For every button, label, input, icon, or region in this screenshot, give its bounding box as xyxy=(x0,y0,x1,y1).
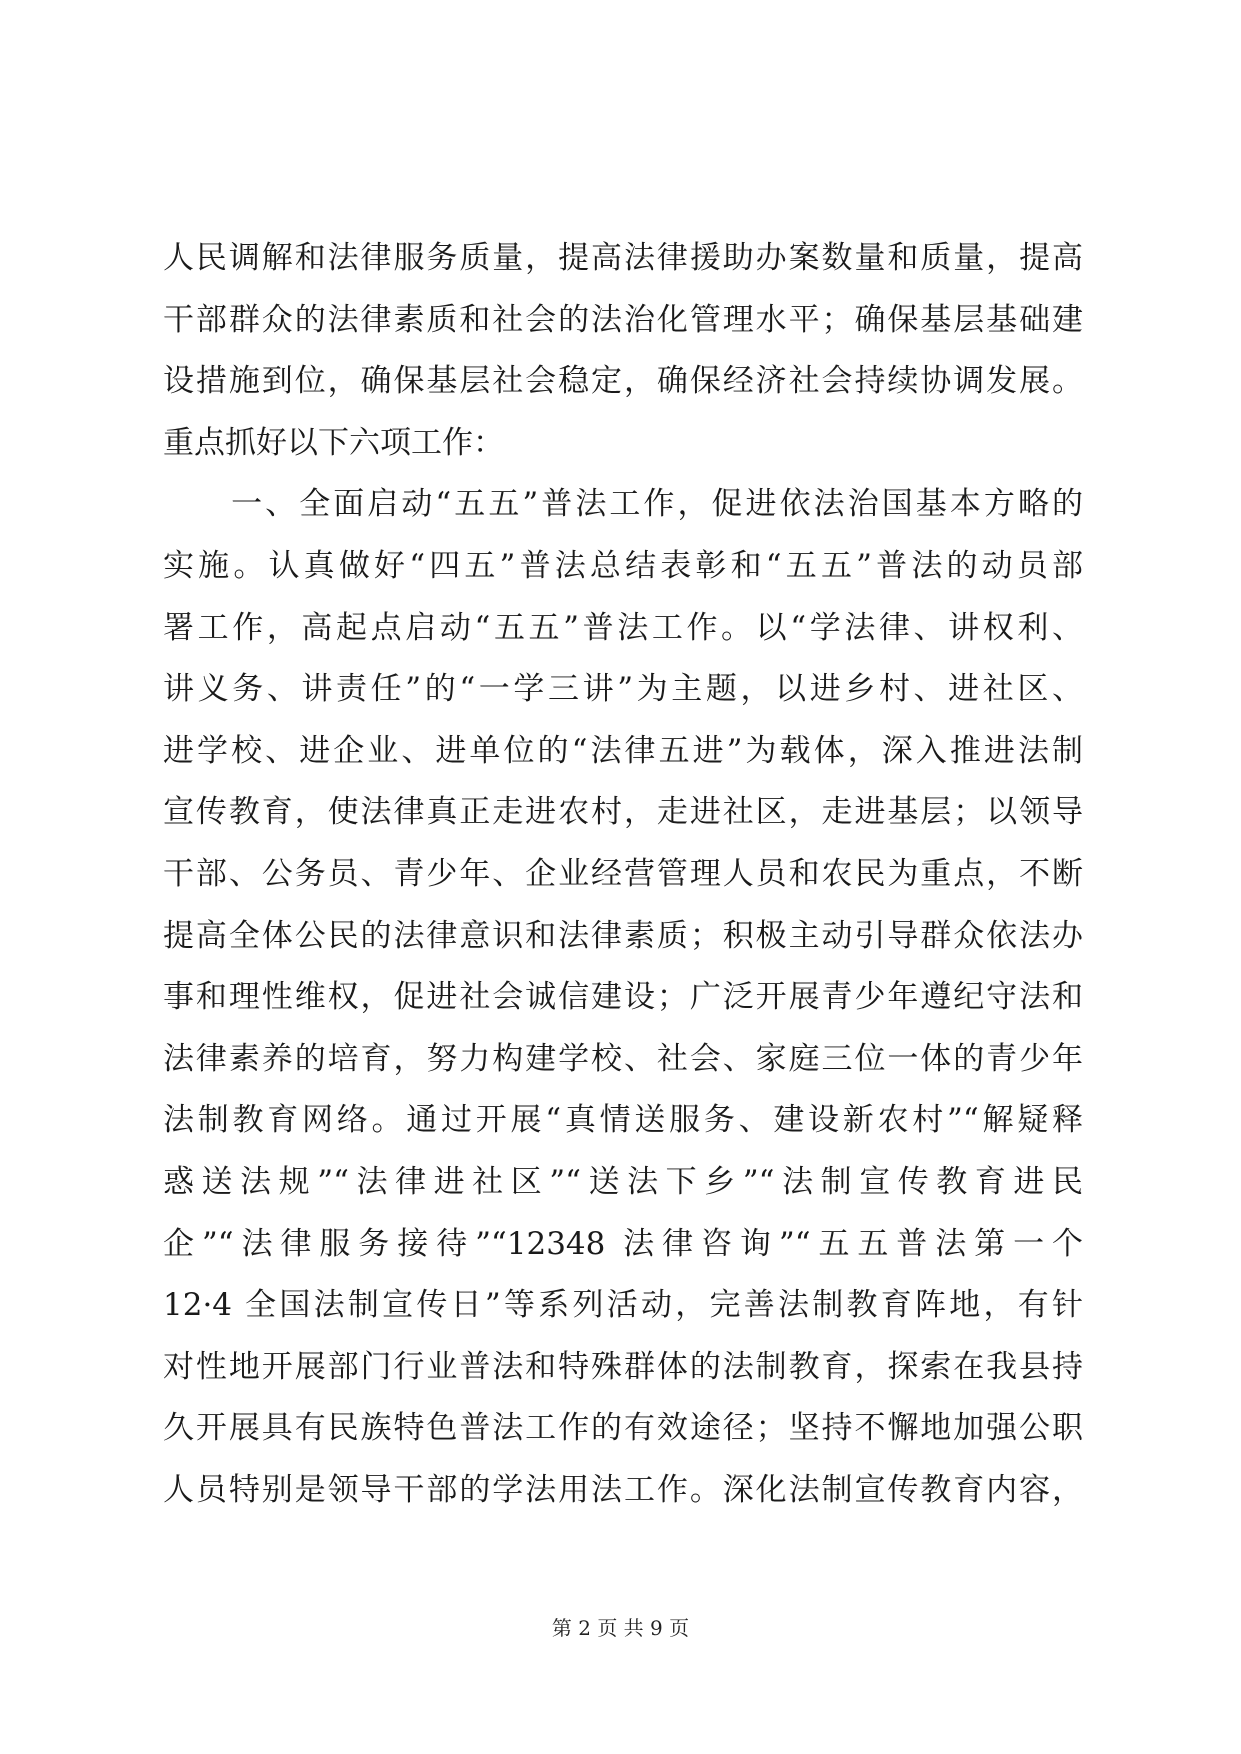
text-line: 干部、公务员、青少年、企业经营管理人员和农民为重点，不断 xyxy=(163,855,1083,892)
text-line: 讲义务、讲责任”的“一学三讲”为主题，以进乡村、进社区、 xyxy=(163,671,1083,708)
text-line: 提高全体公民的法律意识和法律素质；积极主动引导群众依法办 xyxy=(163,917,1083,954)
text-line: 宣传教育，使法律真正走进农村，走进社区，走进基层；以领导 xyxy=(163,794,1083,831)
text-line: 惑送法规”“法律进社区”“送法下乡”“法制宣传教育进民 xyxy=(163,1163,1083,1200)
text-line: 署工作，高起点启动“五五”普法工作。以“学法律、讲权利、 xyxy=(163,609,1083,646)
text-line: 干部群众的法律素质和社会的法治化管理水平；确保基层基础建 xyxy=(163,301,1083,338)
text-line: 法律素养的培育，努力构建学校、社会、家庭三位一体的青少年 xyxy=(163,1040,1083,1077)
document-body xyxy=(163,228,1083,1521)
text-line: 实施。认真做好“四五”普法总结表彰和“五五”普法的动员部 xyxy=(163,547,1083,584)
text-line: 人员特别是领导干部的学法用法工作。深化法制宣传教育内容， xyxy=(163,1471,1083,1508)
text-line: 法制教育网络。通过开展“真情送服务、建设新农村”“解疑释 xyxy=(163,1102,1083,1139)
text-line: 企”“法律服务接待”“12348 法律咨询”“五五普法第一个 xyxy=(163,1225,1083,1262)
text-line: 设措施到位，确保基层社会稳定，确保经济社会持续协调发展。 xyxy=(163,363,1083,400)
text-line: 重点抓好以下六项工作： xyxy=(163,424,504,461)
text-line: 事和理性维权，促进社会诚信建设；广泛开展青少年遵纪守法和 xyxy=(163,979,1083,1016)
text-line: 对性地开展部门行业普法和特殊群体的法制教育，探索在我县持 xyxy=(163,1348,1083,1385)
text-line: 人民调解和法律服务质量，提高法律援助办案数量和质量，提高 xyxy=(163,240,1083,276)
text-line: 久开展具有民族特色普法工作的有效途径；坚持不懈地加强公职 xyxy=(163,1410,1083,1447)
page-footer xyxy=(0,1614,1241,1642)
page-number-indicator: 第 2 页 共 9 页 xyxy=(551,1616,690,1640)
text-line: 12·4 全国法制宣传日”等系列活动，完善法制教育阵地，有针 xyxy=(163,1287,1083,1324)
text-line: 一、全面启动“五五”普法工作，促进依法治国基本方略的 xyxy=(163,486,1083,523)
text-line: 进学校、进企业、进单位的“法律五进”为载体，深入推进法制 xyxy=(163,732,1083,769)
